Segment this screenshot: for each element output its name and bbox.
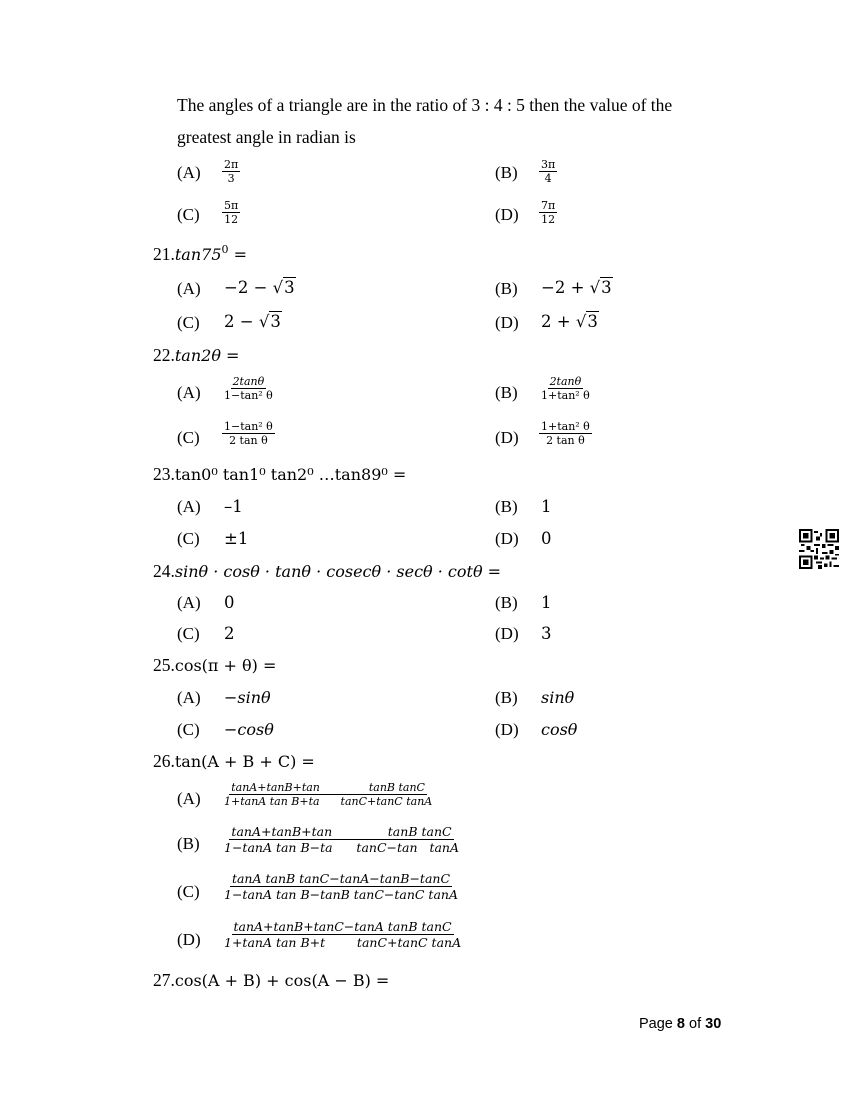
q26-stem: 26.tan(A + B + C) =: [153, 751, 315, 771]
q23-option-a-value: –1: [224, 497, 243, 516]
q25-option-b-label: (B): [495, 688, 518, 707]
q24-option-b-label: (B): [495, 593, 518, 612]
q26-option-b-value: $\frac{\text{tanA+tanB+tan tanB tanC}}{\text{1−tanA tan B−ta tanC−tan tanA}}$: [224, 824, 459, 855]
q25-option-c-label: (C): [177, 720, 200, 739]
q23-option-d-value: 0: [541, 529, 552, 548]
q21-option-c-label: (C): [177, 313, 200, 332]
q24-option-a-value: 0: [224, 593, 235, 612]
q20-option-d-label: (D): [495, 205, 519, 224]
q26-option-a-label: (A): [177, 789, 201, 808]
q21-option-b-value: −2 + √3: [541, 278, 612, 297]
q23-option-c-value: ±1: [224, 529, 249, 548]
q21-option-c-value: 2 − √3: [224, 312, 281, 331]
q23-option-d-label: (D): [495, 529, 519, 548]
q20-option-a-value: $\frac{2\pi}{3}$: [224, 158, 239, 185]
q21-option-d-label: (D): [495, 313, 519, 332]
q27-stem: 27.cos(A + B) + cos(A − B) =: [153, 970, 390, 990]
q21-option-d-value: 2 + √3: [541, 312, 598, 331]
q25-option-a-label: (A): [177, 688, 201, 707]
q26-option-d-value: $\frac{\text{tanA+tanB+tanC−tanA tanB tanC}}{\text{1+tanA tan B+t tanC+tanC tanA}}$: [224, 919, 462, 950]
q23-option-b-value: 1: [541, 497, 552, 516]
q26-option-a-value: $\frac{\text{tanA+tanB+tan tanB tanC}}{\text{1+tanA tan B+ta tanC+tanC tanA}}$: [224, 781, 433, 808]
q24-option-d-label: (D): [495, 624, 519, 643]
q24-option-b-value: 1: [541, 593, 552, 612]
q24-stem: 24.sinθ · cosθ · tanθ · cosecθ · secθ · cotθ =: [153, 561, 502, 581]
q21-option-a-value: −2 − √3: [224, 278, 295, 297]
q21-option-b-label: (B): [495, 279, 518, 298]
q23-stem: 23.tan0⁰ tan1⁰ tan2⁰ …tan89⁰ =: [153, 464, 407, 484]
q22-option-b-label: (B): [495, 383, 518, 402]
q20-option-a-label: (A): [177, 163, 201, 182]
q20-stem-line1: The angles of a triangle are in the ratio of 3 : 4 : 5 then the value of the: [177, 95, 673, 115]
q25-option-b-value: sinθ: [541, 688, 575, 707]
page-indicator: Page 8 of 30: [639, 1016, 722, 1032]
q22-stem: 22.tan2θ =: [153, 345, 240, 365]
q22-option-c-label: (C): [177, 428, 200, 447]
q22-option-d-value: $\frac{\text{1+tan² θ}}{\text{2 tan θ}}$: [541, 420, 590, 447]
q21-option-a-label: (A): [177, 279, 201, 298]
q20-option-d-value: $\frac{7\pi}{12}$: [541, 199, 556, 226]
q25-option-d-value: cosθ: [541, 720, 578, 739]
q22-option-c-value: $\frac{\text{1−tan² θ}}{\text{2 tan θ}}$: [224, 420, 273, 447]
q22-option-b-value: $\frac{2\tan\theta}{\text{1+tan² θ}}$: [541, 375, 590, 402]
q22-option-d-label: (D): [495, 428, 519, 447]
q24-option-c-label: (C): [177, 624, 200, 643]
q25-stem: 25.cos(π + θ) =: [153, 655, 277, 675]
q20-option-b-value: $\frac{3\pi}{4}$: [541, 158, 556, 185]
q26-option-d-label: (D): [177, 930, 201, 949]
q24-option-d-value: 3: [541, 624, 552, 643]
q23-option-a-label: (A): [177, 497, 201, 516]
q20-option-c-value: $\frac{5\pi}{12}$: [224, 199, 239, 226]
q22-option-a-value: $\frac{2\tan\theta}{\text{1−tan² θ}}$: [224, 375, 273, 402]
q23-option-b-label: (B): [495, 497, 518, 516]
q20-option-c-label: (C): [177, 205, 200, 224]
q20-stem-line2: greatest angle in radian is: [177, 127, 356, 147]
q23-option-c-label: (C): [177, 529, 200, 548]
q26-option-c-label: (C): [177, 882, 200, 901]
q25-option-c-value: −cosθ: [224, 720, 274, 739]
qr-code-icon: [799, 529, 839, 569]
q26-option-b-label: (B): [177, 834, 200, 853]
q24-option-c-value: 2: [224, 624, 235, 643]
q25-option-d-label: (D): [495, 720, 519, 739]
q21-stem: $21.\tan 75^0$ =: [153, 243, 248, 264]
q25-option-a-value: −sinθ: [224, 688, 271, 707]
q20-option-b-label: (B): [495, 163, 518, 182]
q22-option-a-label: (A): [177, 383, 201, 402]
q26-option-c-value: $\frac{\text{tanA tanB tanC−tanA−tanB−tanC}}{\text{1−tanA tan B−tanB tanC−tanC tanA}}$: [224, 871, 458, 902]
q24-option-a-label: (A): [177, 593, 201, 612]
